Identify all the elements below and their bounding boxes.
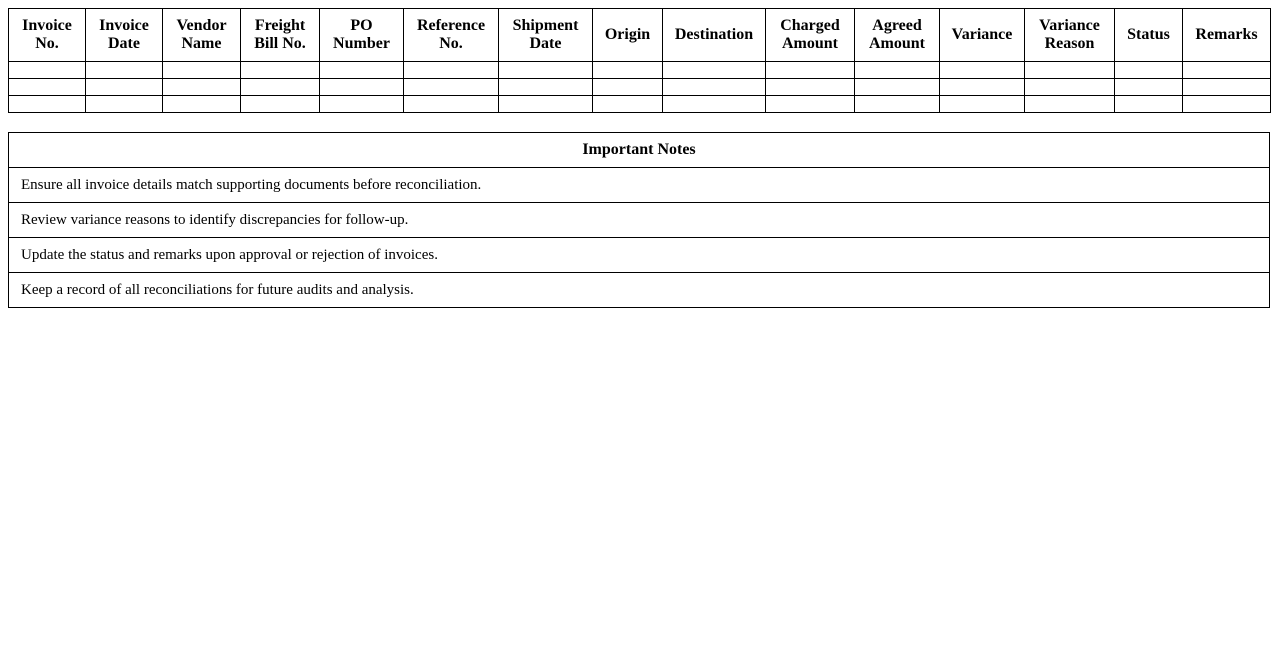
column-header-vendor-name: Vendor Name <box>163 9 241 62</box>
column-header-agreed-amount: Agreed Amount <box>855 9 940 62</box>
table-cell[interactable] <box>855 79 940 96</box>
table-cell[interactable] <box>86 96 163 113</box>
table-cell[interactable] <box>163 96 241 113</box>
column-header-destination: Destination <box>663 9 766 62</box>
table-cell[interactable] <box>855 62 940 79</box>
note-text: Keep a record of all reconciliations for future audits and analysis. <box>9 273 1270 308</box>
table-cell[interactable] <box>1115 96 1183 113</box>
column-header-invoice-no: Invoice No. <box>9 9 86 62</box>
column-header-shipment-date: Shipment Date <box>499 9 593 62</box>
column-header-remarks: Remarks <box>1183 9 1271 62</box>
table-cell[interactable] <box>9 79 86 96</box>
table-cell[interactable] <box>855 96 940 113</box>
table-row <box>9 62 1271 79</box>
table-header-row <box>9 9 1271 62</box>
table-cell[interactable] <box>86 79 163 96</box>
column-header-variance-reason: Variance Reason <box>1025 9 1115 62</box>
table-cell[interactable] <box>320 79 404 96</box>
note-text: Ensure all invoice details match supporting documents before reconciliation. <box>9 168 1270 203</box>
table-cell[interactable] <box>1115 79 1183 96</box>
table-cell[interactable] <box>404 96 499 113</box>
table-cell[interactable] <box>1183 62 1271 79</box>
table-cell[interactable] <box>1115 62 1183 79</box>
table-row <box>9 79 1271 96</box>
table-cell[interactable] <box>320 62 404 79</box>
column-header-freight-bill-no: Freight Bill No. <box>241 9 320 62</box>
table-cell[interactable] <box>940 96 1025 113</box>
table-cell[interactable] <box>1025 96 1115 113</box>
table-cell[interactable] <box>766 96 855 113</box>
table-cell[interactable] <box>663 62 766 79</box>
table-cell[interactable] <box>663 79 766 96</box>
table-cell[interactable] <box>1025 79 1115 96</box>
important-notes-table <box>8 132 1270 308</box>
table-cell[interactable] <box>163 62 241 79</box>
column-header-invoice-date: Invoice Date <box>86 9 163 62</box>
column-header-charged-amount: Charged Amount <box>766 9 855 62</box>
notes-title: Important Notes <box>9 133 1270 168</box>
table-cell[interactable] <box>593 96 663 113</box>
table-cell[interactable] <box>1183 96 1271 113</box>
column-header-po-number: PO Number <box>320 9 404 62</box>
column-header-variance: Variance <box>940 9 1025 62</box>
table-cell[interactable] <box>404 62 499 79</box>
table-cell[interactable] <box>593 62 663 79</box>
table-cell[interactable] <box>499 62 593 79</box>
table-cell[interactable] <box>940 79 1025 96</box>
table-cell[interactable] <box>9 96 86 113</box>
note-text: Update the status and remarks upon approval or rejection of invoices. <box>9 238 1270 273</box>
table-row <box>9 96 1271 113</box>
table-cell[interactable] <box>1025 62 1115 79</box>
table-cell[interactable] <box>86 62 163 79</box>
table-cell[interactable] <box>766 79 855 96</box>
table-cell[interactable] <box>940 62 1025 79</box>
table-cell[interactable] <box>9 62 86 79</box>
column-header-status: Status <box>1115 9 1183 62</box>
table-cell[interactable] <box>499 96 593 113</box>
table-cell[interactable] <box>499 79 593 96</box>
notes-header-row <box>9 133 1270 168</box>
column-header-reference-no: Reference No. <box>404 9 499 62</box>
table-cell[interactable] <box>766 62 855 79</box>
reconciliation-table <box>8 8 1271 113</box>
table-cell[interactable] <box>241 62 320 79</box>
table-cell[interactable] <box>1183 79 1271 96</box>
list-item <box>9 168 1270 203</box>
column-header-origin: Origin <box>593 9 663 62</box>
table-cell[interactable] <box>241 96 320 113</box>
table-cell[interactable] <box>404 79 499 96</box>
list-item <box>9 203 1270 238</box>
table-cell[interactable] <box>241 79 320 96</box>
table-cell[interactable] <box>593 79 663 96</box>
list-item <box>9 273 1270 308</box>
table-cell[interactable] <box>663 96 766 113</box>
list-item <box>9 238 1270 273</box>
table-cell[interactable] <box>320 96 404 113</box>
table-cell[interactable] <box>163 79 241 96</box>
note-text: Review variance reasons to identify discrepancies for follow-up. <box>9 203 1270 238</box>
